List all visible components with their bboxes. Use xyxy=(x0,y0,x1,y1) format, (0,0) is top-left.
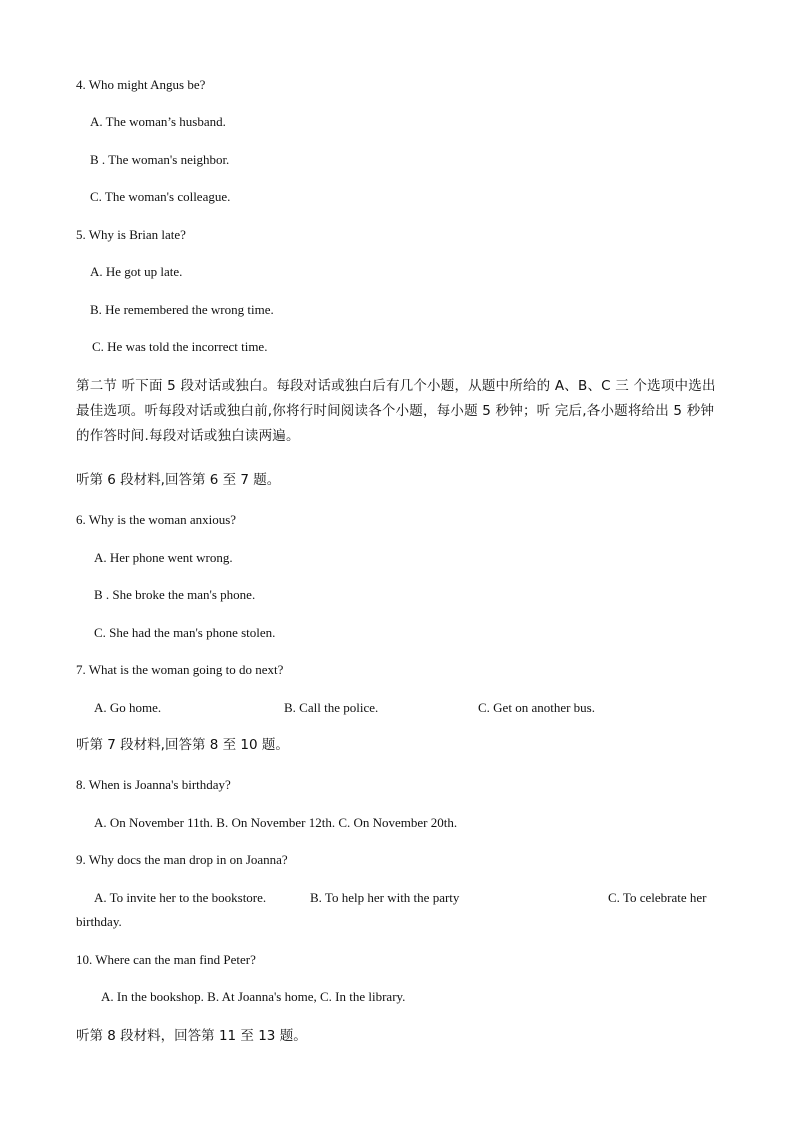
q10-options: A. In the bookshop. B. At Joanna's home, C. In the library. xyxy=(101,989,406,1004)
q7-option-a: A. Go home. xyxy=(94,700,162,715)
q4-option-c: C. The woman's colleague. xyxy=(90,189,231,204)
question-10: 10. Where can the man find Peter? xyxy=(76,952,256,967)
q5-option-c: C. He was told the incorrect time. xyxy=(92,339,268,354)
q9-option-a: A. To invite her to the bookstore. xyxy=(94,890,267,905)
material-6-heading: 听第 6 段材料,回答第 6 至 7 题。 xyxy=(76,472,281,488)
q5-option-b: B. He remembered the wrong time. xyxy=(90,302,274,317)
q9-option-c: C. To celebrate her xyxy=(608,890,707,905)
material-7-heading: 听第 7 段材料,回答第 8 至 10 题。 xyxy=(76,737,289,753)
question-5: 5. Why is Brian late? xyxy=(76,227,186,242)
q4-option-a: A. The woman’s husband. xyxy=(90,114,226,129)
q4-option-b: B . The woman's neighbor. xyxy=(90,152,230,167)
q6-option-a: A. Her phone went wrong. xyxy=(94,550,233,565)
question-7: 7. What is the woman going to do next? xyxy=(76,662,284,677)
question-8: 8. When is Joanna's birthday? xyxy=(76,777,231,792)
q9-option-c-continued: birthday. xyxy=(76,914,122,929)
q5-option-a: A. He got up late. xyxy=(90,264,183,279)
q6-option-b: B . She broke the man's phone. xyxy=(94,587,256,602)
q7-option-b: B. Call the police. xyxy=(284,700,379,715)
q9-option-b: B. To help her with the party xyxy=(310,890,460,905)
question-4: 4. Who might Angus be? xyxy=(76,77,206,92)
q6-option-c: C. She had the man's phone stolen. xyxy=(94,625,276,640)
section-2-instructions: 第二节 听下面 5 段对话或独白。每段对话或独白后有几个小题，从题中所给的 A、B、C 三 个选项中选出最佳选项。听每段对话或独白前,你将行时间阅读各个小题，每小题 5 秒钟；听 完后,各小题将给出 5 秒钟的作答时间.每段对话或独白读两遍。 xyxy=(76,378,716,444)
q7-option-c: C. Get on another bus. xyxy=(478,700,595,715)
q8-options: A. On November 11th. B. On November 12th. C. On November 20th. xyxy=(94,815,458,830)
material-8-heading: 听第 8 段材料，回答第 11 至 13 题。 xyxy=(76,1028,307,1044)
question-6: 6. Why is the woman anxious? xyxy=(76,512,237,527)
question-9: 9. Why docs the man drop in on Joanna? xyxy=(76,852,288,867)
